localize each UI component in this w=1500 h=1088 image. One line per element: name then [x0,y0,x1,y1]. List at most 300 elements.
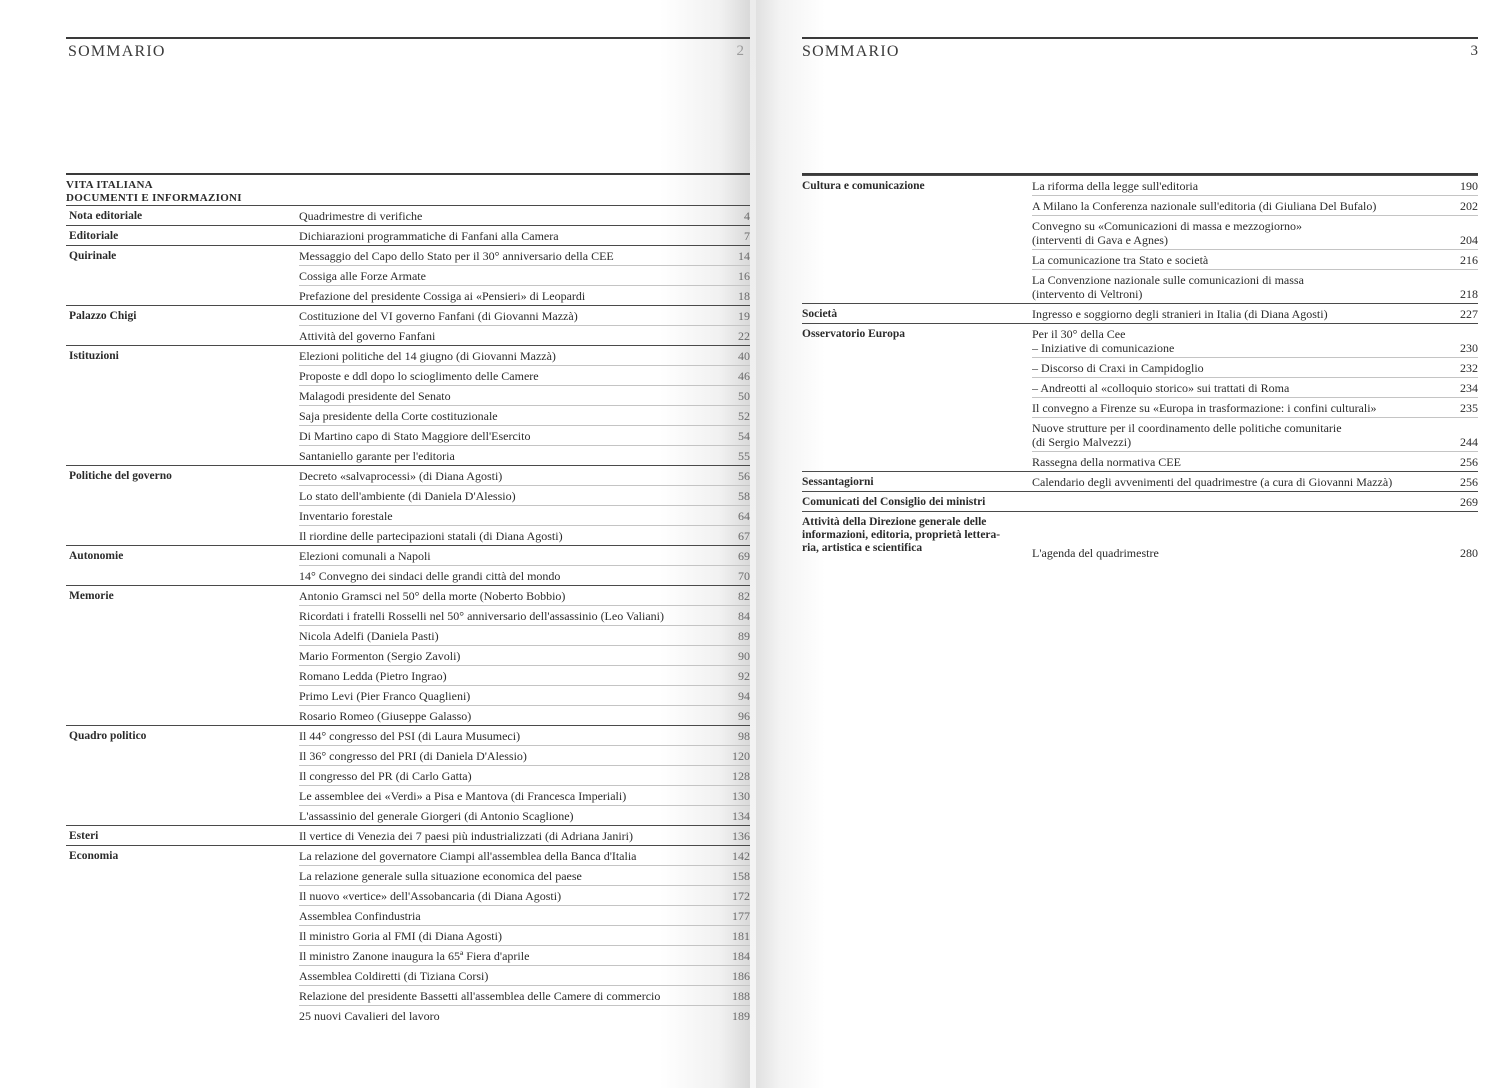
entry-title-line: L'agenda del quadrimestre [1032,546,1159,560]
toc-section [802,303,1478,323]
entry-title-line: Costituzione del VI governo Fanfani (di Giovanni Mazzà) [299,309,578,323]
entry-page-number: 280 [1460,546,1478,560]
toc-entry[interactable] [299,466,750,486]
toc-entry[interactable] [299,306,750,326]
entry-title-line: Nuove strutture per il coordinamento delle politiche comunitarie [1032,421,1342,435]
toc-entry[interactable] [1032,378,1478,398]
section-label-line: Esteri [69,830,99,842]
toc-entry[interactable] [299,946,750,966]
entry-page-number: 52 [738,409,750,423]
entry-page-number: 190 [1460,179,1478,193]
toc-section [66,545,750,585]
toc-entry[interactable] [1032,358,1478,378]
entry-title-line: Proposte e ddl dopo lo scioglimento delle Camere [299,369,539,383]
entry-page-number: 181 [732,929,750,943]
toc-section [802,323,1478,471]
toc-entry[interactable] [299,626,750,646]
entry-page-number: 55 [738,449,750,463]
section-entries [299,586,750,725]
entry-page-number: 189 [732,1009,750,1023]
entry-title-line: Elezioni comunali a Napoli [299,549,431,563]
toc-entry[interactable] [299,386,750,406]
toc-entry[interactable] [299,226,750,245]
entry-title-line: 25 nuovi Cavalieri del lavoro [299,1009,440,1023]
toc-entry[interactable] [299,666,750,686]
toc-entry[interactable] [299,886,750,906]
toc-entry[interactable] [299,1006,750,1025]
toc-entry[interactable] [299,866,750,886]
toc-entry[interactable] [1032,512,1478,562]
entry-title [299,289,710,303]
section-label [69,230,291,243]
entry-page-number: 46 [738,369,750,383]
entry-title [299,989,710,1003]
section-entries [1032,492,1478,511]
section-label-line: informazioni, editoria, proprietà lettera- [802,529,1001,541]
toc-section [66,305,750,345]
entry-title-line: La Convenzione nazionale sulle comunicazioni di massa [1032,273,1304,287]
toc-entry[interactable] [299,786,750,806]
entry-title [1032,273,1438,301]
entry-title [1032,475,1438,489]
entry-title-line: La relazione del governatore Ciampi all'assemblea della Banca d'Italia [299,849,637,863]
entry-title [299,209,710,223]
section-label [802,180,1024,193]
entry-page-number: 58 [738,489,750,503]
toc-entry[interactable] [1032,304,1478,323]
section-label [69,850,291,863]
toc-entry[interactable] [299,746,750,766]
section-label [802,516,1024,555]
entry-title-line: 14° Convegno dei sindaci delle grandi città del mondo [299,569,561,583]
entry-title [299,809,710,823]
toc-heading-line: DOCUMENTI E INFORMAZIONI [66,192,242,204]
entry-title-line: Santaniello garante per l'editoria [299,449,455,463]
entry-title [299,969,710,983]
entry-title-line: Il congresso del PR (di Carlo Gatta) [299,769,472,783]
toc-entry[interactable] [299,546,750,566]
entry-page-number: 16 [738,269,750,283]
entry-title [299,349,710,363]
running-head-title: SOMMARIO [802,43,900,60]
entry-page-number: 202 [1460,199,1478,213]
running-head [802,37,1478,69]
entry-page-number: 134 [732,809,750,823]
entry-page-number: 89 [738,629,750,643]
entry-title-line: Il 44° congresso del PSI (di Laura Musumeci) [299,729,521,743]
entry-page-number: 120 [732,749,750,763]
entry-title [1032,381,1438,395]
entry-title-line: Il convegno a Firenze su «Europa in trasformazione: i confini culturali» [1032,401,1377,415]
toc-section [66,585,750,725]
toc-entry[interactable] [299,206,750,225]
entry-title-line: Cossiga alle Forze Armate [299,269,426,283]
page-gutter-shadow [750,0,756,1088]
entry-title [299,369,710,383]
toc-entry[interactable] [299,826,750,845]
toc-entry[interactable] [299,906,750,926]
toc-entry[interactable] [299,966,750,986]
section-label [69,590,291,603]
entry-title-line: Il vertice di Venezia dei 7 paesi più industrializzati (di Adriana Janiri) [299,829,633,843]
toc-section [802,511,1478,562]
toc-entry[interactable] [299,406,750,426]
section-entries [299,306,750,345]
entry-title [299,869,710,883]
entry-title [299,389,710,403]
entry-page-number: 188 [732,989,750,1003]
entry-title [1032,219,1438,247]
section-label-line: Istituzioni [69,350,119,362]
toc-entry[interactable] [299,526,750,545]
toc-entry[interactable] [1032,216,1478,250]
toc-entry[interactable] [1032,492,1478,511]
entry-page-number: 234 [1460,381,1478,395]
entry-title-line: Elezioni politiche del 14 giugno (di Giovanni Mazzà) [299,349,556,363]
toc-section [66,205,750,225]
toc-entry[interactable] [299,686,750,706]
entry-title [299,789,710,803]
toc-entry[interactable] [1032,324,1478,358]
entry-title [1032,401,1438,415]
toc-heading-line: VITA ITALIANA [66,179,153,191]
entry-title [299,609,710,623]
entry-title [1032,495,1438,509]
entry-title [299,229,710,243]
section-label-line: Società [802,308,838,320]
toc-entry[interactable] [299,446,750,465]
toc-entry[interactable] [299,266,750,286]
toc-entry[interactable] [1032,176,1478,196]
section-entries [299,226,750,245]
entry-title [299,629,710,643]
toc-entry[interactable] [299,506,750,526]
entry-title-line: (di Sergio Malvezzi) [1032,435,1132,449]
section-label-line: ria, artistica e scientifica [802,542,923,554]
toc-section [66,245,750,305]
toc-entry[interactable] [299,286,750,305]
entry-title-line: – Andreotti al «colloquio storico» sui trattati di Roma [1032,381,1290,395]
toc-entry[interactable] [299,926,750,946]
toc-entry[interactable] [299,706,750,725]
entry-title [299,309,710,323]
entry-title-line: Quadrimestre di verifiche [299,209,423,223]
entry-title [299,249,710,263]
toc-entry[interactable] [299,646,750,666]
entry-title-line: Lo stato dell'ambiente (di Daniela D'Alessio) [299,489,516,503]
right-page [750,0,1500,1088]
entry-page-number: 92 [738,669,750,683]
entry-page-number: 67 [738,529,750,543]
section-entries [299,726,750,825]
entry-title [299,929,710,943]
entry-title-line: Mario Formenton (Sergio Zavoli) [299,649,461,663]
entry-page-number: 18 [738,289,750,303]
entry-page-number: 82 [738,589,750,603]
entry-page-number: 19 [738,309,750,323]
entry-title-line: Relazione del presidente Bassetti all'assemblea delle Camere di commercio [299,989,661,1003]
entry-title-line: Saja presidente della Corte costituzionale [299,409,498,423]
entry-page-number: 218 [1460,287,1478,301]
toc-entry[interactable] [299,566,750,585]
entry-title-line: – Discorso di Craxi in Campidoglio [1032,361,1204,375]
entry-title [299,529,710,543]
toc-section [802,471,1478,491]
entry-title-line: Il 36° congresso del PRI (di Daniela D'Alessio) [299,749,527,763]
section-entries [299,206,750,225]
toc-section [802,175,1478,303]
entry-title [299,889,710,903]
entry-page-number: 50 [738,389,750,403]
toc-section [66,225,750,245]
entry-page-number: 184 [732,949,750,963]
entry-title-line: Nicola Adelfi (Daniela Pasti) [299,629,439,643]
section-entries [1032,512,1478,562]
entry-page-number: 14 [738,249,750,263]
section-entries [299,546,750,585]
entry-page-number: 235 [1460,401,1478,415]
toc-entry[interactable] [299,606,750,626]
entry-title [1032,421,1438,449]
section-label-line: Osservatorio Europa [802,328,905,340]
entry-title [299,509,710,523]
section-entries [299,346,750,465]
toc-section [66,465,750,545]
entry-title-line: Ingresso e soggiorno degli stranieri in Italia (di Diana Agosti) [1032,307,1328,321]
entry-title [299,449,710,463]
entry-page-number: 216 [1460,253,1478,267]
toc-section [66,345,750,465]
entry-title [299,709,710,723]
table-of-contents [66,173,750,1025]
entry-page-number: 128 [732,769,750,783]
entry-page-number: 90 [738,649,750,663]
entry-title [299,829,710,843]
toc-section [802,491,1478,511]
entry-title [299,329,710,343]
entry-page-number: 158 [732,869,750,883]
entry-title-line: Il ministro Zanone inaugura la 65ª Fiera d'aprile [299,949,530,963]
entry-title-line: Convegno su «Comunicazioni di massa e mezzogiorno» [1032,219,1302,233]
section-label-line: Politiche del governo [69,470,172,482]
entry-page-number: 227 [1460,307,1478,321]
running-head [66,37,750,69]
entry-page-number: 142 [732,849,750,863]
entry-title-line: Rassegna della normativa CEE [1032,455,1181,469]
toc-entry[interactable] [1032,472,1478,491]
entry-title-line: Il nuovo «vertice» dell'Assobancaria (di Diana Agosti) [299,889,562,903]
section-entries [1032,176,1478,303]
entry-title-line: Il riordine delle partecipazioni statali (di Diana Agosti) [299,529,563,543]
toc-section [66,725,750,825]
entry-title [1032,361,1438,375]
entry-title [1032,179,1438,193]
section-label-line: Autonomie [69,550,124,562]
entry-title [1032,546,1438,560]
toc-entry[interactable] [299,986,750,1006]
section-label-line: Quirinale [69,250,117,262]
entry-page-number: 204 [1460,233,1478,247]
toc-entry[interactable] [1032,250,1478,270]
entry-title [299,489,710,503]
section-label-line: Comunicati del Consiglio dei ministri [802,496,986,508]
section-label [69,310,291,323]
section-label-line: Palazzo Chigi [69,310,137,322]
entry-title-line: Prefazione del presidente Cossiga ai «Pensieri» di Leopardi [299,289,586,303]
entry-title-line: Rosario Romeo (Giuseppe Galasso) [299,709,472,723]
entry-title [299,849,710,863]
toc-entry[interactable] [299,366,750,386]
entry-title [299,269,710,283]
entry-title [1032,307,1438,321]
entry-page-number: 244 [1460,435,1478,449]
toc-entry[interactable] [299,726,750,746]
toc-entry[interactable] [299,766,750,786]
entry-title-line: Inventario forestale [299,509,393,523]
entry-title [299,729,710,743]
section-entries [299,246,750,305]
entry-page-number: 136 [732,829,750,843]
entry-title-line: Attività del governo Fanfani [299,329,436,343]
section-label-line: Nota editoriale [69,210,143,222]
entry-title [299,769,710,783]
section-label [802,476,1024,489]
toc-entry[interactable] [299,586,750,606]
entry-title-line: Dichiarazioni programmatiche di Fanfani alla Camera [299,229,559,243]
entry-page-number: 230 [1460,341,1478,355]
table-of-contents [802,173,1478,562]
toc-entry[interactable] [1032,452,1478,471]
section-label [69,250,291,263]
entry-page-number: 54 [738,429,750,443]
toc-heading [66,175,750,205]
entry-title [299,589,710,603]
entry-page-number: 172 [732,889,750,903]
section-label [802,328,1024,341]
section-label-line: Sessantagiorni [802,476,874,488]
toc-sections [66,205,750,1025]
entry-title [299,649,710,663]
entry-title [299,909,710,923]
section-entries [1032,472,1478,491]
toc-entry[interactable] [1032,270,1478,303]
entry-title [299,569,710,583]
toc-entry[interactable] [1032,418,1478,452]
entry-title-line: Messaggio del Capo dello Stato per il 30° anniversario della CEE [299,249,614,263]
entry-page-number: 7 [744,229,750,243]
entry-title-line: (intervento di Veltroni) [1032,287,1143,301]
entry-title [299,949,710,963]
entry-title-line: Calendario degli avvenimenti del quadrimestre (a cura di Giovanni Mazzà) [1032,475,1393,489]
entry-title-line: Le assemblee dei «Verdi» a Pisa e Mantova (di Francesca Imperiali) [299,789,627,803]
entry-title [299,469,710,483]
entry-page-number: 94 [738,689,750,703]
section-label [69,550,291,563]
entry-title [1032,253,1438,267]
entry-page-number: 256 [1460,475,1478,489]
section-label [69,210,291,223]
section-entries [299,466,750,545]
section-label-line: Economia [69,850,119,862]
toc-section [66,845,750,1025]
section-label-line: Memorie [69,590,114,602]
entry-title [299,749,710,763]
entry-title [1032,199,1438,213]
toc-entry[interactable] [299,846,750,866]
entry-page-number: 64 [738,509,750,523]
section-label-line: Editoriale [69,230,119,242]
page-number: 3 [1470,43,1478,59]
entry-title-line: A Milano la Conferenza nazionale sull'editoria (di Giuliana Del Bufalo) [1032,199,1377,213]
section-label-line: Cultura e comunicazione [802,180,925,192]
entry-title-line: Per il 30° della Cee [1032,327,1126,341]
entry-title-line: Assemblea Confindustria [299,909,421,923]
entry-title [299,1009,710,1023]
section-entries [299,846,750,1025]
entry-title-line [1032,495,1438,509]
entry-title-line: Assemblea Coldiretti (di Tiziana Corsi) [299,969,489,983]
entry-title [1032,327,1438,355]
entry-page-number: 84 [738,609,750,623]
toc-entry[interactable] [299,246,750,266]
entry-page-number: 130 [732,789,750,803]
section-label [69,730,291,743]
entry-title-line: Antonio Gramsci nel 50° della morte (Noberto Bobbio) [299,589,566,603]
toc-entry[interactable] [299,486,750,506]
entry-page-number: 56 [738,469,750,483]
section-label-line: Attività della Direzione generale delle [802,516,987,528]
entry-title-line: Il ministro Goria al FMI (di Diana Agosti) [299,929,502,943]
page-number: 2 [736,43,744,59]
entry-page-number: 4 [744,209,750,223]
toc-entry[interactable] [299,806,750,825]
entry-title-line: La comunicazione tra Stato e società [1032,253,1209,267]
section-label [802,308,1024,321]
entry-page-number: 96 [738,709,750,723]
entry-title [299,689,710,703]
section-entries [1032,304,1478,323]
entry-title [299,429,710,443]
toc-entry[interactable] [299,346,750,366]
entry-title [299,549,710,563]
entry-title-line: Ricordati i fratelli Rosselli nel 50° anniversario dell'assassinio (Leo Valiani) [299,609,664,623]
toc-entry[interactable] [299,326,750,345]
entry-title-line: L'assassinio del generale Giorgeri (di Antonio Scaglione) [299,809,574,823]
section-entries [299,826,750,845]
entry-title-line: La riforma della legge sull'editoria [1032,179,1199,193]
entry-title-line: Malagodi presidente del Senato [299,389,451,403]
entry-page-number: 22 [738,329,750,343]
toc-entry[interactable] [299,426,750,446]
section-label [802,496,1024,509]
entry-page-number: 70 [738,569,750,583]
section-label [69,830,291,843]
running-head-title: SOMMARIO [68,43,166,60]
toc-entry[interactable] [1032,196,1478,216]
entry-title-line: – Iniziative di comunicazione [1032,341,1175,355]
toc-section [66,825,750,845]
entry-title [299,669,710,683]
section-label-line: Quadro politico [69,730,147,742]
entry-page-number: 40 [738,349,750,363]
entry-page-number: 98 [738,729,750,743]
entry-title-line: Romano Ledda (Pietro Ingrao) [299,669,447,683]
toc-entry[interactable] [1032,398,1478,418]
entry-page-number: 269 [1460,495,1478,509]
entry-title [299,409,710,423]
entry-page-number: 256 [1460,455,1478,469]
entry-title-line: (interventi di Gava e Agnes) [1032,233,1168,247]
